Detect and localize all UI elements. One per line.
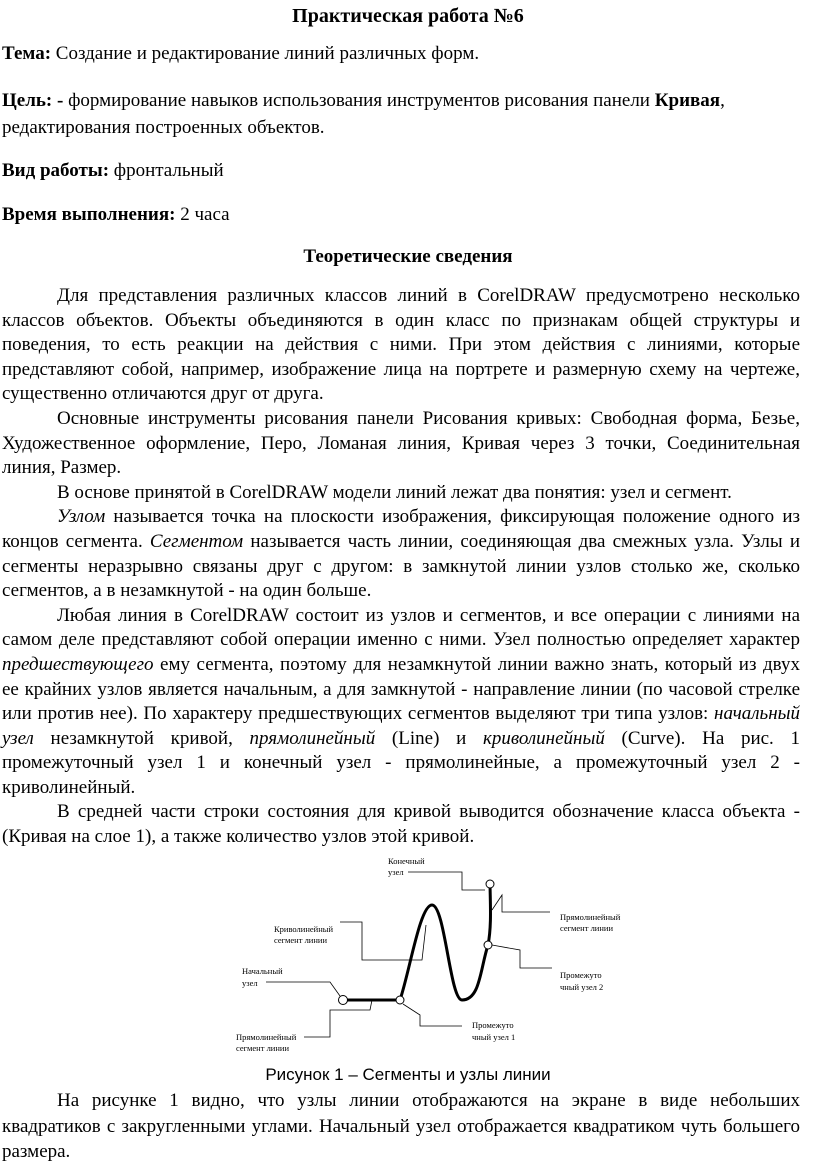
- label-start-node-2: узел: [242, 978, 258, 988]
- label-curved-seg-2: сегмент линии: [274, 935, 328, 945]
- section-heading: Теоретические сведения: [303, 246, 513, 267]
- label-straight-left-2: сегмент линии: [236, 1043, 290, 1053]
- label-straight-left-1: Прямолинейный: [236, 1032, 297, 1042]
- label-start-node-1: Начальный: [242, 966, 283, 976]
- label-end-node-2: узел: [388, 867, 404, 877]
- label-straight-right-1: Прямолинейный: [560, 912, 621, 922]
- goal-text: формирование навыков использования инструментов рисования панели: [68, 90, 650, 111]
- paragraph-5-text-4: (Line) и: [375, 727, 483, 749]
- duration-label: Время выполнения:: [2, 204, 176, 225]
- topic-label: Тема:: [2, 43, 52, 64]
- duration-line: [2, 201, 802, 228]
- goal-bold-word: Кривая: [654, 90, 721, 111]
- goal-line: [2, 87, 802, 141]
- duration-text: 2 часа: [180, 204, 230, 225]
- topic-line: [2, 40, 802, 67]
- curve-path: [343, 880, 491, 1000]
- label-mid-node-2-1: Промежуто: [560, 970, 602, 980]
- paragraph-5-text-5: (Curve). На рис. 1 промежуточный узел 1 и конечный узел - прямолинейные, а промежуточный узел 2 - криволинейный.: [2, 727, 801, 798]
- mid-node-1-marker: [396, 996, 404, 1004]
- paragraph-6: В средней части строки состояния для кривой выводится обозначение класса объекта - (Кривая на слое 1), а также количество узлов этой кривой.: [2, 801, 800, 848]
- leader-end-node: [408, 872, 485, 890]
- label-mid-node-2-2: чный узел 2: [560, 982, 604, 992]
- mid-node-2-marker: [484, 941, 492, 949]
- after-figure-body: [2, 1088, 800, 1165]
- leader-mid-node-1: [403, 1004, 462, 1026]
- leader-straight-right: [492, 895, 550, 912]
- paragraph-5: [2, 604, 800, 801]
- leader-lines: [266, 872, 552, 1037]
- work-type-text: фронтальный: [113, 160, 224, 181]
- term-segment: Сегментом: [149, 530, 244, 552]
- label-straight-right-2: сегмент линии: [560, 923, 614, 933]
- figure-segments-nodes: [230, 850, 630, 1062]
- term-node: Узлом: [57, 506, 106, 528]
- topic-text: Создание и редактирование линий различных форм.: [55, 43, 480, 64]
- paragraph-4-text-2: называется часть линии, соединяющая два смежных узла. Узлы и сегменты неразрывно связаны друг с другом: в замкнутой линии узлов столько же, сколько сегментов, а в незамкнутой - на один больше.: [2, 530, 800, 602]
- goal-text-after: , редактирования построенных объектов.: [2, 90, 725, 138]
- term-start-node: начальный узел: [2, 703, 800, 749]
- work-type-label: Вид работы:: [2, 160, 110, 181]
- page-title: Практическая работа №6: [292, 5, 524, 27]
- label-end-node-1: Конечный: [388, 856, 425, 866]
- leader-start-node: [266, 982, 340, 996]
- paragraph-5-text-2: ему сегмента, поэтому для незамкнутой линии важно знать, который из двух ее крайних узлов является начальным, а для замкнутой - направление линии (по часовой стрелке или против нее). По характеру предшествующих сегментов выделяют три типа узлов:: [2, 653, 800, 725]
- label-curved-seg-1: Криволинейный: [274, 924, 334, 934]
- leader-straight-left: [304, 1000, 372, 1037]
- goal-label: Цель: -: [2, 90, 64, 111]
- work-type-line: [2, 157, 802, 184]
- figure-caption: Рисунок 1 – Сегменты и узлы линии: [265, 1065, 551, 1084]
- term-straight: прямолинейный: [249, 727, 376, 749]
- start-node-marker: [339, 996, 348, 1005]
- paragraph-7: На рисунке 1 видно, что узлы линии отображаются на экране в виде небольших квадратиков с закругленными углами. Начальный узел отображается квадратиком чуть большего размера.: [2, 1090, 800, 1162]
- paragraph-5-text-1: Любая линия в CorelDRAW состоит из узлов и сегментов, и все операции с линиями на самом деле представляют собой операции именно с ними. Узел полностью определяет характер: [2, 604, 800, 651]
- paragraph-3: В основе принятой в CorelDRAW модели линий лежат два понятия: узел и сегмент.: [57, 481, 732, 503]
- leader-mid-node-2: [492, 945, 552, 968]
- end-node-marker: [486, 880, 494, 888]
- figure-diagram: [230, 850, 630, 1062]
- paragraph-1: Для представления различных классов линий в CorelDRAW предусмотрено несколько классов объектов. Объекты объединяются в один класс по признакам общей структуры и поведения, то есть реакции на действия с ними. При этом действия с линиями, которые представляют собой, например, изображение лица на портрете и размерную схему на чертеже, существенно отличаются друг от друга.: [2, 285, 800, 405]
- label-mid-node-1-2: чный узел 1: [472, 1032, 516, 1042]
- paragraph-4: [2, 505, 800, 603]
- label-mid-node-1-1: Промежуто: [472, 1020, 514, 1030]
- paragraph-4-text-1: называется точка на плоскости изображения, фиксирующая положение одного из концов сегмента.: [2, 506, 800, 552]
- paragraph-2: Основные инструменты рисования панели Рисования кривых: Свободная форма, Безье, Художественное оформление, Перо, Ломаная линия, Кривая через 3 точки, Соединительная линия, Размер.: [2, 407, 800, 479]
- theory-body: [2, 284, 800, 850]
- paragraph-5-text-3: незамкнутой кривой,: [33, 727, 250, 749]
- term-curved: криволинейный: [482, 727, 605, 749]
- term-preceding: предшествующего: [2, 653, 154, 675]
